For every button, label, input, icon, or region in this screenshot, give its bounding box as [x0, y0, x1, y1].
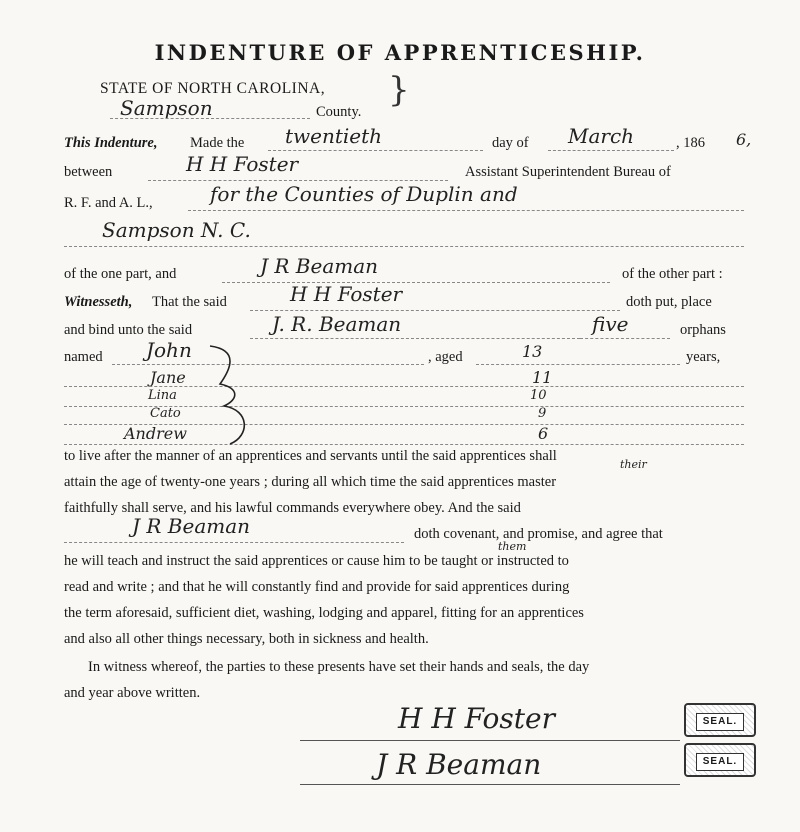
child-age: 6 — [538, 424, 549, 443]
signature-foster: H H Foster — [398, 702, 555, 735]
child-name: Andrew — [124, 424, 187, 443]
made-the-label: Made the — [190, 135, 245, 151]
doth-put-label: doth put, place — [626, 294, 712, 310]
child-age: 11 — [532, 368, 553, 387]
master-name: J R Beaman — [260, 254, 379, 278]
child-name: Lina — [148, 388, 177, 403]
counties-line-1: for the Counties of Duplin and — [210, 182, 518, 206]
child-name: Jane — [150, 368, 186, 387]
covenant-name: J R Beaman — [132, 514, 251, 538]
and-bind-label: and bind unto the said — [64, 322, 193, 338]
year-digit: 6, — [736, 130, 752, 149]
document-title: INDENTURE OF APPRENTICESHIP. — [154, 40, 646, 65]
body-line-6: read and write ; and that he will constantly find and provide for said apprentices during — [64, 579, 570, 595]
body-line-8: and also all other things necessary, both in sickness and health. — [64, 631, 429, 647]
body-line-4: doth covenant, and promise, and agree that — [414, 526, 663, 542]
witness-name: H H Foster — [290, 282, 403, 306]
years-label: years, — [686, 349, 721, 365]
county-label: County. — [316, 104, 362, 120]
month-value: March — [568, 124, 635, 148]
child-age: 10 — [530, 388, 547, 403]
named-label: named — [64, 349, 103, 365]
rfal-label: R. F. and A. L., — [64, 195, 153, 211]
witnesseth-label: Witnesseth, — [64, 294, 133, 310]
between-label: between — [64, 164, 113, 180]
children-brace-icon — [200, 340, 280, 450]
body-line-9: In witness whereof, the parties to these presents have set their hands and seals, the day — [88, 659, 590, 675]
body-line-10: and year above written. — [64, 685, 201, 701]
child-age: 13 — [522, 342, 543, 361]
body-line-7: the term aforesaid, sufficient diet, washing, lodging and apparel, fitting for an apprentices — [64, 605, 584, 621]
assistant-text: Assistant Superintendent Bureau of — [465, 164, 671, 180]
orphans-label: orphans — [680, 322, 726, 338]
seal-label: SEAL. — [696, 713, 744, 731]
day-of-label: day of — [492, 135, 529, 151]
other-part-label: of the other part : — [622, 266, 723, 282]
seal-stamp — [684, 743, 756, 777]
body-line-3: faithfully shall serve, and his lawful commands everywhere obey. And the said — [64, 500, 521, 516]
signature-beaman: J R Beaman — [376, 748, 542, 781]
bind-name: J. R. Beaman — [272, 312, 402, 336]
day-value: twentieth — [285, 124, 383, 148]
child-name: Cato — [150, 406, 181, 421]
child-age: 9 — [538, 406, 547, 421]
aged-label: , aged — [428, 349, 463, 365]
that-the-said-label: That the said — [152, 294, 227, 310]
child-name: John — [146, 338, 192, 362]
superintendent-name: H H Foster — [186, 152, 299, 176]
seal-stamp — [684, 703, 756, 737]
year-prefix: , 186 — [676, 135, 705, 151]
county-value: Sampson — [120, 96, 213, 120]
seal-label: SEAL. — [696, 753, 744, 771]
their-insert: their — [620, 458, 647, 471]
them-insert: them — [498, 540, 527, 553]
body-line-5: he will teach and instruct the said apprentices or cause him to be taught or instructed to — [64, 553, 569, 569]
one-part-label: of the one part, and — [64, 266, 177, 282]
body-line-2: attain the age of twenty-one years ; during all which time the said apprentices master — [64, 474, 557, 490]
number-value: five — [592, 312, 629, 336]
counties-line-2: Sampson N. C. — [102, 218, 251, 242]
body-line-1: to live after the manner of an apprentices and servants until the said apprentices shall — [64, 448, 557, 464]
this-indenture-label: This Indenture, — [64, 135, 158, 151]
state-heading: STATE OF NORTH CAROLINA, — [100, 80, 326, 97]
brace-icon: } — [388, 70, 410, 110]
